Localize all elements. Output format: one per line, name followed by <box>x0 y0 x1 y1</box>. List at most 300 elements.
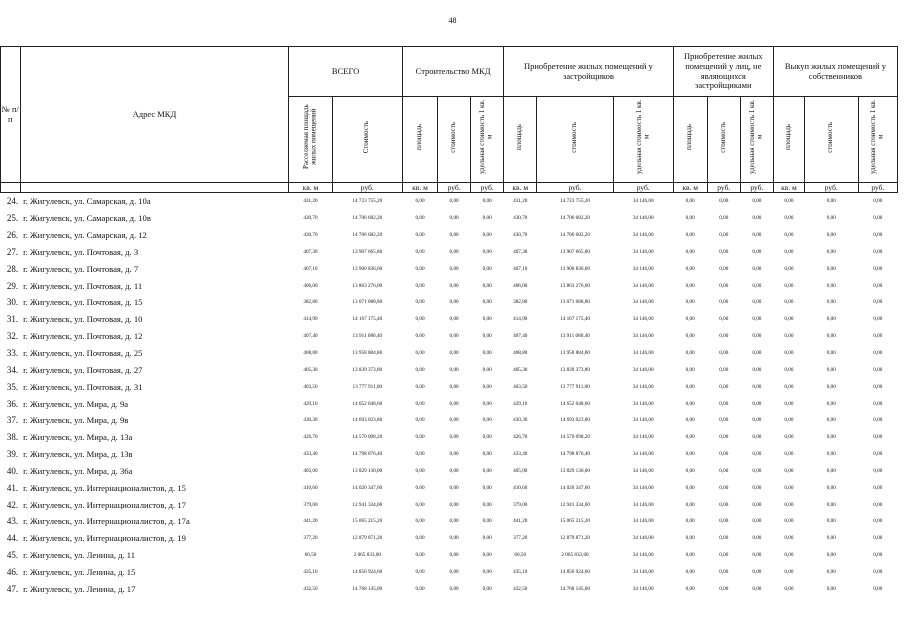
value-cell: 0,00 <box>784 535 794 542</box>
address-column-header: Адрес МКД <box>20 47 289 183</box>
value-cell: 0,00 <box>752 299 762 306</box>
value-cell: 0,00 <box>415 248 425 255</box>
subcolumn-header: удельная стоимость 1 кв. м <box>613 97 673 183</box>
page-number: 48 <box>448 16 457 25</box>
value-cell: 0,00 <box>415 434 425 441</box>
value-cell: 0,00 <box>449 383 459 390</box>
value-cell: 0,00 <box>719 366 729 373</box>
row-number: 30. <box>6 297 19 308</box>
value-cell: 0,00 <box>449 366 459 373</box>
value-cell: 431,20 <box>303 198 318 205</box>
value-cell: 0,00 <box>873 265 883 272</box>
value-cell: 0,00 <box>482 568 492 575</box>
value-cell: 0,00 <box>482 451 492 458</box>
value-cell: 0,00 <box>685 535 695 542</box>
value-cell: 14 652 048,60 <box>560 400 590 407</box>
value-cell: 13 900 836,60 <box>560 265 590 272</box>
value-cell: 0,00 <box>752 434 762 441</box>
value-cell: 414,90 <box>513 316 528 323</box>
value-cell: 0,00 <box>415 552 425 559</box>
value-cell: 0,00 <box>873 552 883 559</box>
value-cell: 0,00 <box>752 215 762 222</box>
unit-cell-empty <box>1 183 21 193</box>
row-number: 36. <box>6 398 19 409</box>
value-cell: 0,00 <box>826 501 836 508</box>
row-number: 41. <box>6 482 19 493</box>
value-cell: 0,00 <box>415 451 425 458</box>
value-cell: 435,10 <box>513 568 528 575</box>
row-address: г. Жигулевск, ул. Мира, д. 9в <box>23 415 129 426</box>
value-cell: 0,00 <box>449 282 459 289</box>
value-cell: 0,00 <box>752 333 762 340</box>
value-cell: 0,00 <box>415 333 425 340</box>
value-cell: 0,00 <box>752 265 762 272</box>
value-cell: 0,00 <box>482 265 492 272</box>
value-cell: 0,00 <box>482 299 492 306</box>
subcolumn-header: стоимость <box>438 97 471 183</box>
value-cell: 0,00 <box>719 299 729 306</box>
value-cell: 14 706 682,20 <box>560 232 590 239</box>
row-address: г. Жигулевск, ул. Самарская, д. 12 <box>23 230 147 241</box>
value-cell: 0,00 <box>449 535 459 542</box>
value-cell: 0,00 <box>784 451 794 458</box>
value-cell: 0,00 <box>826 350 836 357</box>
value-cell: 426,70 <box>303 434 318 441</box>
value-cell: 0,00 <box>449 232 459 239</box>
group-header-developer-purchase: Приобретение жилых помещений у застройщиков <box>504 47 673 97</box>
value-cell: 0,00 <box>685 568 695 575</box>
value-cell: 0,00 <box>873 198 883 205</box>
value-cell: 0,00 <box>873 535 883 542</box>
value-cell: 0,00 <box>826 417 836 424</box>
table-body <box>1 193 898 598</box>
value-cell: 13 839 373,80 <box>560 366 590 373</box>
value-cell: 0,00 <box>449 248 459 255</box>
value-cell: 34 146,00 <box>632 248 654 255</box>
value-cell: 0,00 <box>784 265 794 272</box>
value-cell: 14 723 755,20 <box>352 198 383 205</box>
value-cell: 0,00 <box>826 282 836 289</box>
row-number: 27. <box>6 246 19 257</box>
value-cell: 2 065 833,00 <box>561 552 589 559</box>
value-cell: 0,00 <box>482 484 492 491</box>
row-number: 29. <box>6 280 19 291</box>
value-cell: 435,10 <box>303 568 318 575</box>
unit-cell: руб. <box>740 183 773 193</box>
table-row <box>1 530 898 547</box>
value-cell: 0,00 <box>826 198 836 205</box>
value-cell: 0,00 <box>482 316 492 323</box>
value-cell: 0,00 <box>719 316 729 323</box>
value-cell: 0,00 <box>415 518 425 525</box>
value-cell: 430,70 <box>303 215 318 222</box>
value-cell: 0,00 <box>826 383 836 390</box>
subcolumn-header: Расселяемая площадь жилых помещений <box>289 97 332 183</box>
value-cell: 0,00 <box>752 350 762 357</box>
value-cell: 0,00 <box>482 467 492 474</box>
value-cell: 407,40 <box>303 333 318 340</box>
row-address: г. Жигулевск, ул. Самарская, д. 10в <box>23 213 151 224</box>
value-cell: 0,00 <box>482 535 492 542</box>
value-cell: 0,00 <box>873 299 883 306</box>
value-cell: 0,00 <box>685 333 695 340</box>
value-cell: 34 146,00 <box>632 299 654 306</box>
value-cell: 0,00 <box>873 232 883 239</box>
value-cell: 410,60 <box>303 484 318 491</box>
value-cell: 0,00 <box>873 568 883 575</box>
value-cell: 0,00 <box>415 501 425 508</box>
value-cell: 0,00 <box>719 535 729 542</box>
value-cell: 0,00 <box>719 518 729 525</box>
value-cell: 0,00 <box>719 350 729 357</box>
value-cell: 0,00 <box>685 350 695 357</box>
value-cell: 0,00 <box>752 585 762 592</box>
value-cell: 403,50 <box>303 383 318 390</box>
value-cell: 0,00 <box>719 585 729 592</box>
subcolumn-header: площадь <box>773 97 804 183</box>
value-cell: 0,00 <box>752 535 762 542</box>
unit-cell: кв. м <box>773 183 804 193</box>
value-cell: 14 856 924,60 <box>560 568 590 575</box>
value-cell: 0,00 <box>685 501 695 508</box>
value-cell: 0,00 <box>685 299 695 306</box>
value-cell: 0,00 <box>415 467 425 474</box>
value-cell: 14 768 145,00 <box>560 585 590 592</box>
value-cell: 12 941 334,00 <box>560 501 590 508</box>
value-cell: 0,00 <box>685 366 695 373</box>
value-cell: 0,00 <box>482 333 492 340</box>
value-cell: 0,00 <box>873 248 883 255</box>
value-cell: 0,00 <box>449 198 459 205</box>
value-cell: 60,50 <box>514 552 527 559</box>
value-cell: 0,00 <box>784 282 794 289</box>
value-cell: 0,00 <box>719 282 729 289</box>
value-cell: 430,70 <box>303 232 318 239</box>
value-cell: 0,00 <box>449 568 459 575</box>
value-cell: 0,00 <box>784 366 794 373</box>
value-cell: 0,00 <box>784 248 794 255</box>
table-row <box>1 227 898 244</box>
value-cell: 0,00 <box>719 198 729 205</box>
value-cell: 410,60 <box>513 484 528 491</box>
subcolumn-header: удельная стоимость 1 кв. м <box>740 97 773 183</box>
table-row <box>1 513 898 530</box>
value-cell: 0,00 <box>685 215 695 222</box>
group-header-construction: Строительство МКД <box>402 47 503 97</box>
value-cell: 0,00 <box>685 552 695 559</box>
value-cell: 0,00 <box>826 265 836 272</box>
row-address: г. Жигулевск, ул. Ленина, д. 17 <box>23 583 136 594</box>
value-cell: 0,00 <box>826 232 836 239</box>
value-cell: 0,00 <box>826 333 836 340</box>
unit-cell: кв. м <box>402 183 437 193</box>
value-cell: 0,00 <box>449 350 459 357</box>
value-cell: 0,00 <box>719 400 729 407</box>
value-cell: 14 020 347,60 <box>560 484 590 491</box>
value-cell: 0,00 <box>415 299 425 306</box>
value-cell: 14 652 048,60 <box>352 400 383 407</box>
value-cell: 0,00 <box>826 400 836 407</box>
value-cell: 0,00 <box>826 316 836 323</box>
value-cell: 0,00 <box>826 484 836 491</box>
value-cell: 382,80 <box>513 299 528 306</box>
value-cell: 0,00 <box>784 232 794 239</box>
value-cell: 0,00 <box>752 451 762 458</box>
subcolumn-header: стоимость <box>707 97 740 183</box>
value-cell: 14 798 876,40 <box>352 451 383 458</box>
value-cell: 34 146,00 <box>632 400 654 407</box>
units-row <box>1 183 898 193</box>
value-cell: 0,00 <box>752 366 762 373</box>
table-header <box>1 47 898 193</box>
value-cell: 382,80 <box>303 299 318 306</box>
value-cell: 34 146,00 <box>632 265 654 272</box>
value-cell: 34 146,00 <box>632 552 654 559</box>
value-cell: 0,00 <box>873 434 883 441</box>
value-cell: 14 768 145,00 <box>352 585 383 592</box>
value-cell: 0,00 <box>719 568 729 575</box>
value-cell: 13 071 088,80 <box>352 299 383 306</box>
value-cell: 13 839 373,80 <box>352 366 383 373</box>
value-cell: 0,00 <box>449 552 459 559</box>
value-cell: 2 065 833,00 <box>353 552 381 559</box>
value-cell: 13 907 665,80 <box>560 248 590 255</box>
unit-cell: кв. м <box>673 183 707 193</box>
value-cell: 0,00 <box>826 451 836 458</box>
row-number: 34. <box>6 364 19 375</box>
row-address: г. Жигулевск, ул. Интернационалистов, д. 17 <box>23 499 186 510</box>
value-cell: 407,40 <box>513 333 528 340</box>
value-cell: 14 693 023,80 <box>560 417 590 424</box>
group-header-buyout: Выкуп жилых помещений у собственников <box>773 47 897 97</box>
value-cell: 0,00 <box>719 215 729 222</box>
value-cell: 0,00 <box>752 501 762 508</box>
value-cell: 0,00 <box>415 350 425 357</box>
row-address: г. Жигулевск, ул. Мира, д. 36а <box>23 465 133 476</box>
value-cell: 0,00 <box>873 451 883 458</box>
num-column-header: № п/п <box>1 47 21 183</box>
value-cell: 0,00 <box>415 366 425 373</box>
value-cell: 0,00 <box>415 316 425 323</box>
value-cell: 0,00 <box>826 518 836 525</box>
unit-cell: кв. м <box>289 183 332 193</box>
value-cell: 0,00 <box>415 585 425 592</box>
value-cell: 0,00 <box>826 215 836 222</box>
subcolumn-header: площадь <box>402 97 437 183</box>
value-cell: 0,00 <box>482 366 492 373</box>
value-cell: 0,00 <box>752 552 762 559</box>
value-cell: 34 146,00 <box>632 467 654 474</box>
row-address: г. Жигулевск, ул. Ленина, д. 11 <box>23 550 136 561</box>
value-cell: 14 570 098,20 <box>560 434 590 441</box>
value-cell: 0,00 <box>826 585 836 592</box>
row-number: 25. <box>6 213 19 224</box>
value-cell: 0,00 <box>482 501 492 508</box>
table-row <box>1 564 898 581</box>
value-cell: 0,00 <box>719 265 729 272</box>
value-cell: 13 863 276,00 <box>560 282 590 289</box>
subcolumn-header: удельная стоимость 1 кв. м <box>858 97 897 183</box>
value-cell: 0,00 <box>784 467 794 474</box>
unit-cell: кв. м <box>504 183 537 193</box>
value-cell: 0,00 <box>415 282 425 289</box>
unit-cell: руб. <box>438 183 471 193</box>
value-cell: 414,90 <box>303 316 318 323</box>
value-cell: 34 146,00 <box>632 518 654 525</box>
value-cell: 0,00 <box>482 400 492 407</box>
value-cell: 377,20 <box>513 535 528 542</box>
value-cell: 0,00 <box>752 248 762 255</box>
value-cell: 0,00 <box>449 451 459 458</box>
value-cell: 0,00 <box>719 451 729 458</box>
value-cell: 13 958 884,80 <box>560 350 590 357</box>
value-cell: 34 146,00 <box>632 501 654 508</box>
value-cell: 0,00 <box>449 501 459 508</box>
value-cell: 0,00 <box>685 383 695 390</box>
value-cell: 0,00 <box>873 518 883 525</box>
value-cell: 0,00 <box>685 467 695 474</box>
value-cell: 0,00 <box>826 434 836 441</box>
value-cell: 0,00 <box>752 232 762 239</box>
value-cell: 13 863 276,00 <box>352 282 383 289</box>
group-header-total: ВСЕГО <box>289 47 403 97</box>
value-cell: 0,00 <box>784 400 794 407</box>
value-cell: 12 879 871,20 <box>352 535 383 542</box>
row-address: г. Жигулевск, ул. Почтовая, д. 31 <box>23 381 143 392</box>
row-address: г. Жигулевск, ул. Мира, д. 9а <box>23 398 129 409</box>
value-cell: 0,00 <box>482 434 492 441</box>
value-cell: 34 146,00 <box>632 215 654 222</box>
value-cell: 15 065 215,20 <box>352 518 383 525</box>
value-cell: 408,80 <box>513 350 528 357</box>
row-number: 45. <box>6 550 19 561</box>
subcolumn-header: стоимость <box>804 97 858 183</box>
value-cell: 0,00 <box>784 316 794 323</box>
row-number: 40. <box>6 465 19 476</box>
value-cell: 0,00 <box>784 552 794 559</box>
row-address: г. Жигулевск, ул. Почтовая, д. 11 <box>23 280 143 291</box>
value-cell: 407,30 <box>513 248 528 255</box>
value-cell: 441,20 <box>513 518 528 525</box>
value-cell: 0,00 <box>784 434 794 441</box>
value-cell: 0,00 <box>482 198 492 205</box>
value-cell: 0,00 <box>415 383 425 390</box>
value-cell: 0,00 <box>449 585 459 592</box>
value-cell: 0,00 <box>719 501 729 508</box>
table-row <box>1 311 898 328</box>
value-cell: 0,00 <box>873 585 883 592</box>
value-cell: 34 146,00 <box>632 366 654 373</box>
row-address: г. Жигулевск, ул. Мира, д. 13в <box>23 449 133 460</box>
row-address: г. Жигулевск, ул. Почтовая, д. 25 <box>23 348 143 359</box>
value-cell: 34 146,00 <box>632 282 654 289</box>
table-row <box>1 479 898 496</box>
row-address: г. Жигулевск, ул. Почтовая, д. 10 <box>23 314 143 325</box>
row-address: г. Жигулевск, ул. Почтовая, д. 7 <box>23 263 139 274</box>
value-cell: 13 958 884,80 <box>352 350 383 357</box>
value-cell: 0,00 <box>482 518 492 525</box>
value-cell: 0,00 <box>482 585 492 592</box>
table-row <box>1 328 898 345</box>
value-cell: 0,00 <box>752 383 762 390</box>
row-number: 26. <box>6 230 19 241</box>
value-cell: 403,50 <box>513 383 528 390</box>
value-cell: 12 879 871,20 <box>560 535 590 542</box>
value-cell: 0,00 <box>482 417 492 424</box>
value-cell: 432,50 <box>513 585 528 592</box>
row-number: 32. <box>6 331 19 342</box>
table-row <box>1 378 898 395</box>
value-cell: 0,00 <box>873 501 883 508</box>
value-cell: 0,00 <box>873 282 883 289</box>
row-address: г. Жигулевск, ул. Самарская, д. 10а <box>23 196 151 207</box>
value-cell: 0,00 <box>784 518 794 525</box>
value-cell: 0,00 <box>719 417 729 424</box>
value-cell: 0,00 <box>415 417 425 424</box>
relocation-table <box>0 46 898 597</box>
value-cell: 407,10 <box>303 265 318 272</box>
unit-cell: руб. <box>332 183 402 193</box>
table-row <box>1 294 898 311</box>
value-cell: 34 146,00 <box>632 198 654 205</box>
unit-cell: руб. <box>858 183 897 193</box>
row-number: 47. <box>6 583 19 594</box>
value-cell: 0,00 <box>784 215 794 222</box>
row-number: 37. <box>6 415 19 426</box>
value-cell: 0,00 <box>415 265 425 272</box>
value-cell: 0,00 <box>784 383 794 390</box>
row-address: г. Жигулевск, ул. Интернационалистов, д. 15 <box>23 482 186 493</box>
value-cell: 0,00 <box>415 484 425 491</box>
value-cell: 34 146,00 <box>632 568 654 575</box>
value-cell: 0,00 <box>719 434 729 441</box>
value-cell: 0,00 <box>873 400 883 407</box>
value-cell: 405,30 <box>303 366 318 373</box>
value-cell: 0,00 <box>719 232 729 239</box>
table-row <box>1 446 898 463</box>
value-cell: 60,50 <box>304 552 317 559</box>
table-row <box>1 496 898 513</box>
row-address: г. Жигулевск, ул. Почтовая, д. 3 <box>23 246 139 257</box>
row-number: 24. <box>6 196 19 207</box>
value-cell: 14 570 098,20 <box>352 434 383 441</box>
value-cell: 405,30 <box>513 366 528 373</box>
value-cell: 0,00 <box>449 400 459 407</box>
row-number: 44. <box>6 533 19 544</box>
table-row <box>1 260 898 277</box>
row-address: г. Жигулевск, ул. Интернационалистов, д. 17а <box>23 516 190 527</box>
subcolumn-header: Стоимость <box>332 97 402 183</box>
row-number: 38. <box>6 432 19 443</box>
value-cell: 0,00 <box>752 417 762 424</box>
value-cell: 405,00 <box>303 467 318 474</box>
row-number: 39. <box>6 449 19 460</box>
value-cell: 0,00 <box>784 568 794 575</box>
value-cell: 0,00 <box>752 400 762 407</box>
value-cell: 426,70 <box>513 434 528 441</box>
value-cell: 13 911 080,40 <box>352 333 383 340</box>
table-row <box>1 210 898 227</box>
table-row <box>1 345 898 362</box>
value-cell: 0,00 <box>415 568 425 575</box>
value-cell: 0,00 <box>784 585 794 592</box>
value-cell: 0,00 <box>784 484 794 491</box>
value-cell: 13 829 130,00 <box>560 467 590 474</box>
value-cell: 34 146,00 <box>632 451 654 458</box>
value-cell: 0,00 <box>685 585 695 592</box>
value-cell: 0,00 <box>826 467 836 474</box>
value-cell: 432,50 <box>303 585 318 592</box>
